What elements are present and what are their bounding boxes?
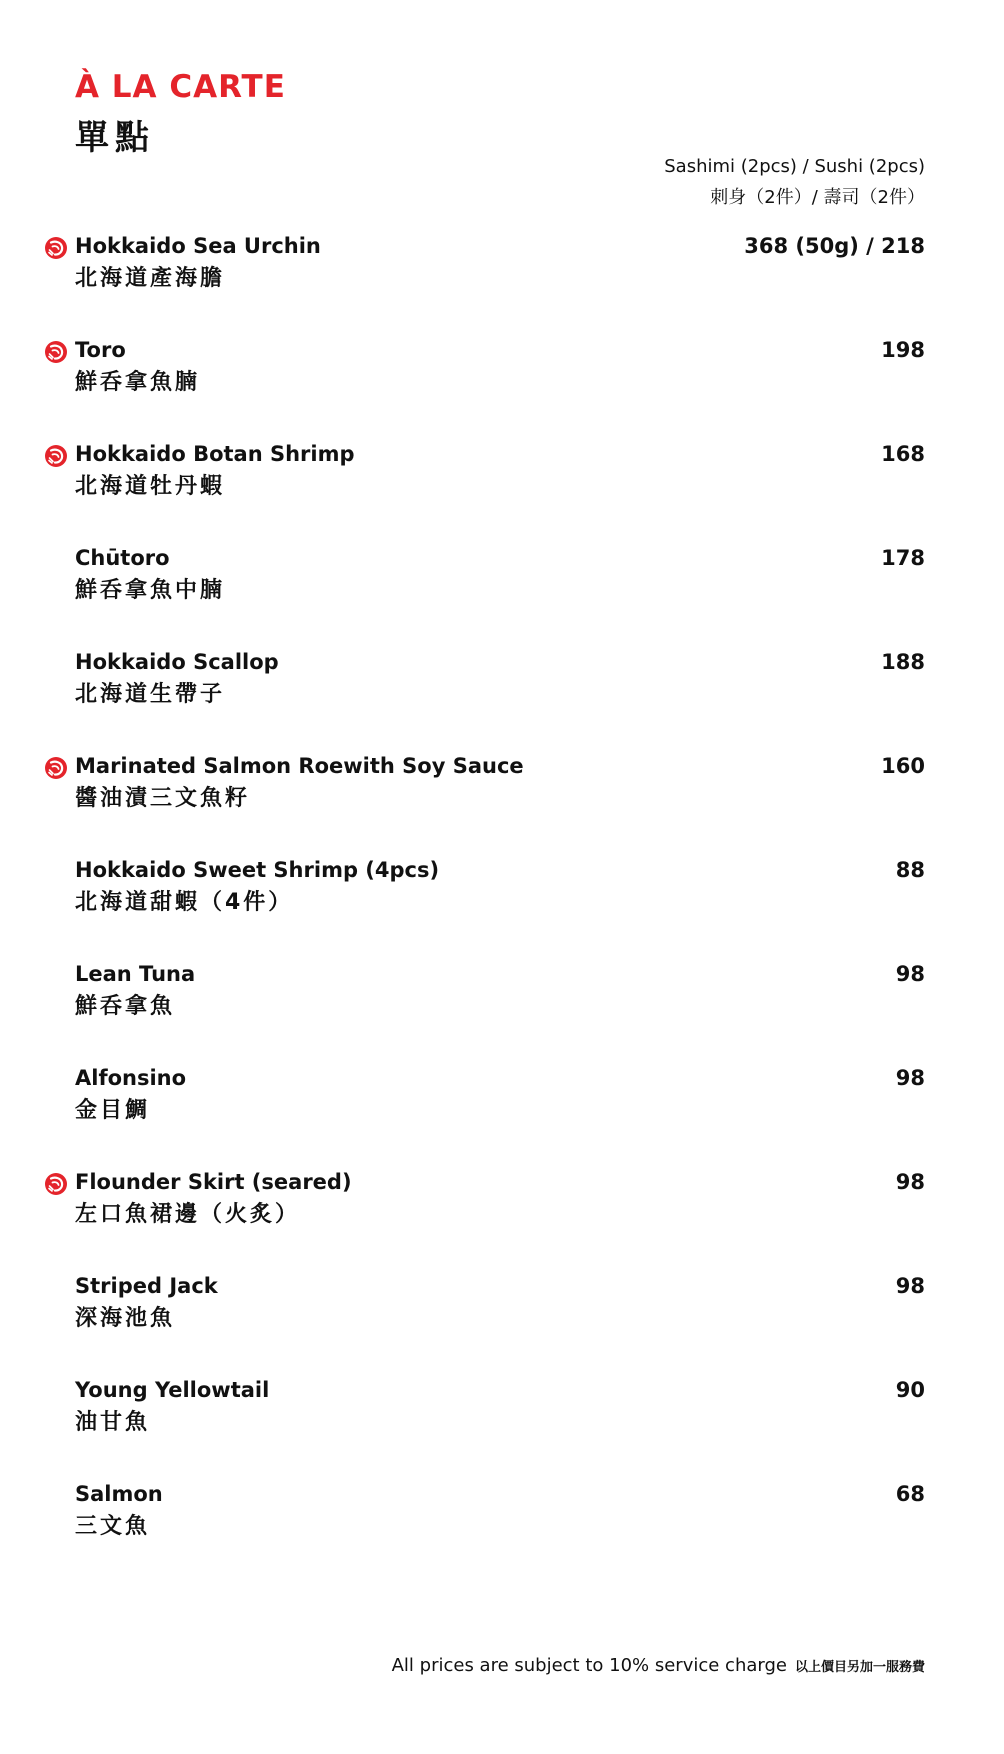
menu-item <box>0 1166 1004 1270</box>
menu-item-price: 198 <box>881 338 925 362</box>
shrimp-icon <box>44 756 68 780</box>
page-title-en: À LA CARTE <box>75 69 286 105</box>
price-column-header <box>664 151 925 213</box>
menu-item-name-en: Young Yellowtail <box>75 1378 270 1402</box>
menu-item <box>0 1478 1004 1582</box>
menu-item-price: 68 <box>895 1482 925 1506</box>
service-charge-note-zh: 以上價目另加一服務費 <box>794 1660 925 1675</box>
menu-item <box>0 542 1004 646</box>
menu-item-price: 90 <box>895 1378 925 1402</box>
menu-item <box>0 958 1004 1062</box>
menu-item <box>0 1270 1004 1374</box>
menu-item-price: 168 <box>881 442 925 466</box>
shrimp-icon <box>44 1172 68 1196</box>
menu-item-name-zh: 北海道生帶子 <box>75 682 226 707</box>
menu-item <box>0 750 1004 854</box>
menu-item-price: 88 <box>895 858 925 882</box>
menu-item <box>0 1062 1004 1166</box>
service-charge-note-en: All prices are subject to 10% service charge <box>391 1655 787 1676</box>
menu-item-name-en: Hokkaido Sea Urchin <box>75 234 321 258</box>
shrimp-icon <box>44 236 68 260</box>
menu-item-list <box>0 230 1004 1582</box>
price-column-header-zh: 刺身（2件）/ 壽司（2件） <box>710 187 925 208</box>
menu-item <box>0 334 1004 438</box>
menu-item <box>0 854 1004 958</box>
menu-item-name-en: Striped Jack <box>75 1274 218 1298</box>
menu-item-name-zh: 油甘魚 <box>75 1410 151 1435</box>
menu-item-price: 98 <box>895 1274 925 1298</box>
menu-item-name-zh: 鮮呑拿魚中腩 <box>75 578 226 603</box>
menu-item-name-en: Lean Tuna <box>75 962 196 986</box>
menu-item-price: 98 <box>895 1170 925 1194</box>
menu-item <box>0 1374 1004 1478</box>
menu-item-name-zh: 鮮呑拿魚 <box>75 994 176 1019</box>
menu-item-name-en: Salmon <box>75 1482 163 1506</box>
menu-item-name-en: Flounder Skirt (seared) <box>75 1170 352 1194</box>
menu-item-name-en: Alfonsino <box>75 1066 187 1090</box>
service-charge-note <box>392 1654 925 1680</box>
menu-item-price: 98 <box>895 1066 925 1090</box>
menu-item-price: 188 <box>881 650 925 674</box>
menu-item <box>0 230 1004 334</box>
shrimp-icon <box>44 444 68 468</box>
menu-item-name-zh: 北海道牡丹蝦 <box>75 474 226 499</box>
menu-item-name-zh: 三文魚 <box>75 1514 151 1539</box>
menu-item-name-zh: 金目鯛 <box>75 1098 151 1123</box>
menu-item-name-en: Hokkaido Sweet Shrimp (4pcs) <box>75 858 440 882</box>
menu-item-name-en: Toro <box>75 338 126 362</box>
menu-item-price: 178 <box>881 546 925 570</box>
menu-item-name-en: Hokkaido Botan Shrimp <box>75 442 355 466</box>
price-column-header-en: Sashimi (2pcs) / Sushi (2pcs) <box>664 156 925 177</box>
menu-item-name-en: Marinated Salmon Roewith Soy Sauce <box>75 754 524 778</box>
menu-item-name-en: Hokkaido Scallop <box>75 650 279 674</box>
menu-item-name-zh: 北海道甜蝦（4件） <box>75 890 294 915</box>
menu-item-name-zh: 醬油漬三文魚籽 <box>75 786 251 811</box>
menu-item-price: 98 <box>895 962 925 986</box>
menu-item-name-zh: 深海池魚 <box>75 1306 176 1331</box>
menu-item-price: 368 (50g) / 218 <box>744 234 925 258</box>
menu-item-price: 160 <box>881 754 925 778</box>
menu-item <box>0 438 1004 542</box>
menu-item-name-zh: 左口魚裙邊（火炙） <box>75 1202 301 1227</box>
menu-item <box>0 646 1004 750</box>
menu-item-name-zh: 北海道產海膽 <box>75 266 226 291</box>
menu-item-name-zh: 鮮呑拿魚腩 <box>75 370 201 395</box>
page-title-zh: 單點 <box>75 118 155 158</box>
shrimp-icon <box>44 340 68 364</box>
menu-item-name-en: Chūtoro <box>75 546 170 570</box>
